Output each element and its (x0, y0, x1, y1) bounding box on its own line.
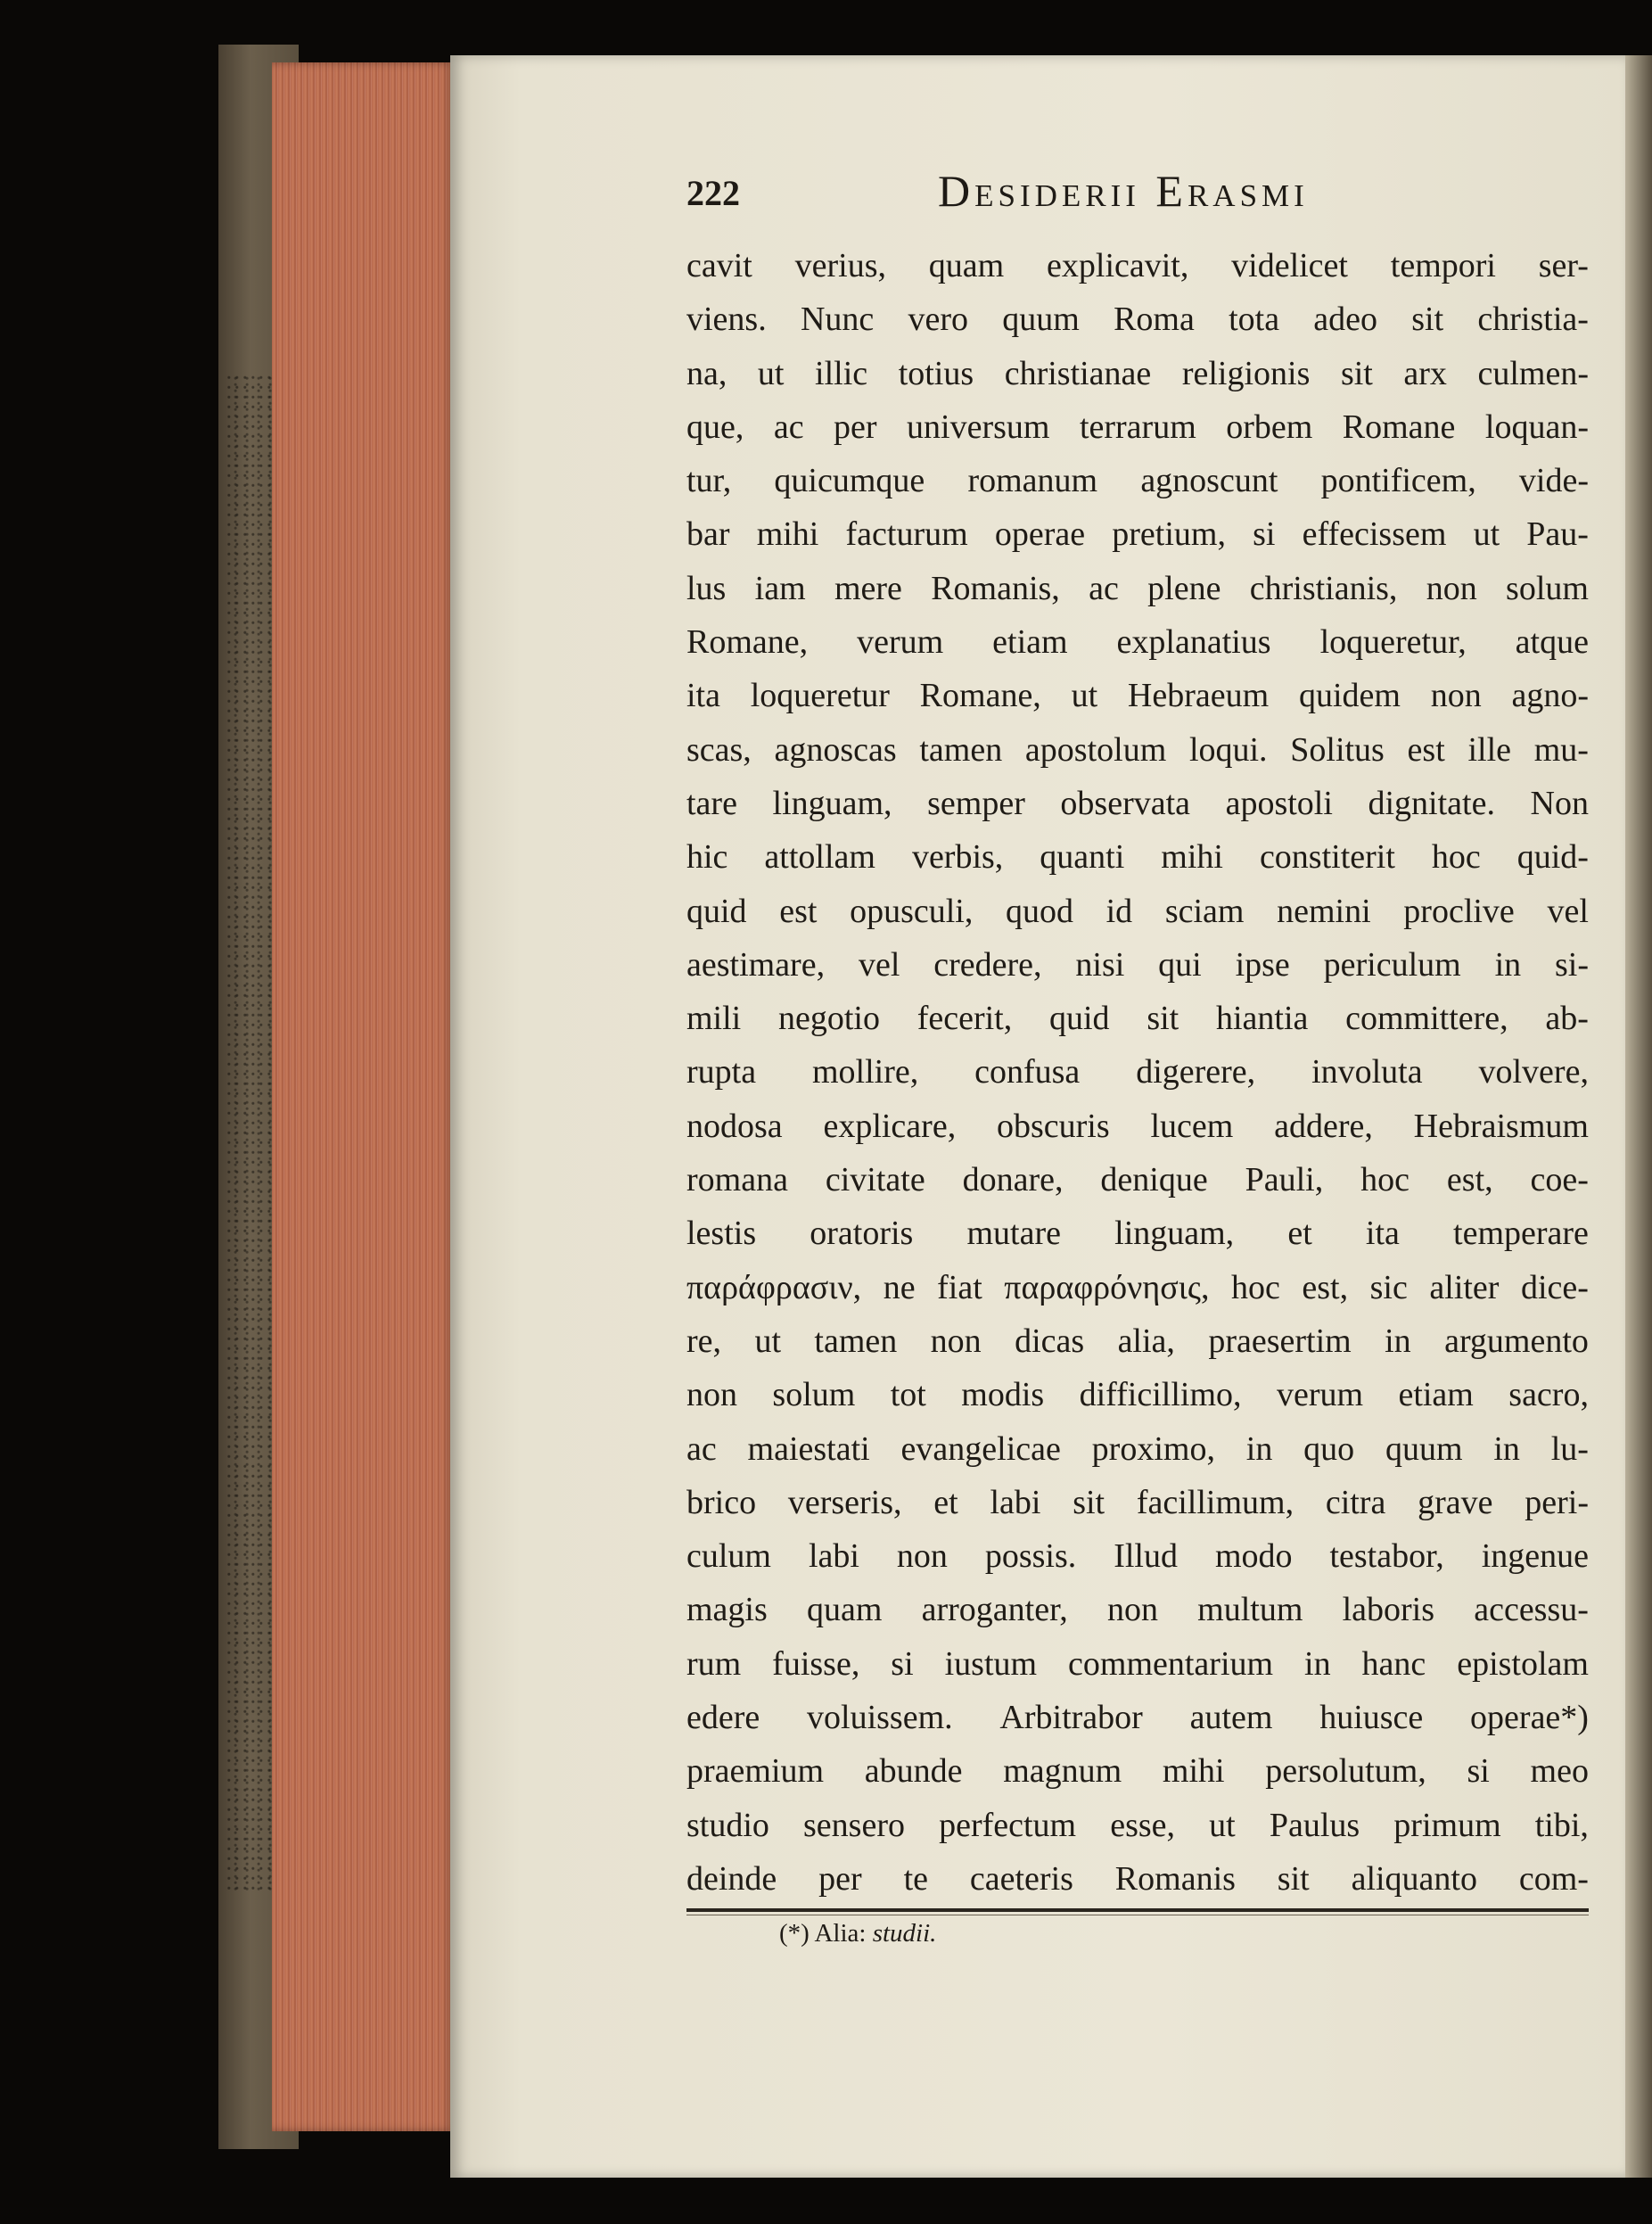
text-line (686, 1583, 1589, 1636)
word: in (1493, 1429, 1520, 1468)
text-line (686, 1637, 1589, 1691)
word: huiusce (1319, 1699, 1424, 1737)
footnote (779, 1919, 936, 1948)
word: addere, (1274, 1107, 1373, 1145)
word: studio (686, 1806, 769, 1844)
word: ille (1467, 730, 1511, 769)
word: ab- (1545, 1000, 1589, 1038)
word: quum (1002, 301, 1080, 339)
text-line (686, 1799, 1589, 1852)
text-line (686, 938, 1589, 992)
word: esse, (1110, 1806, 1176, 1844)
word: modo (1214, 1537, 1293, 1576)
word: praemium (686, 1752, 825, 1791)
text-line (686, 1476, 1589, 1529)
word: Romanis, (931, 569, 1060, 607)
word: id (1105, 892, 1133, 930)
word: oratoris (810, 1215, 914, 1253)
word: Pauli, (1245, 1161, 1324, 1199)
word: hoc (1360, 1161, 1410, 1199)
word: ut (754, 1322, 781, 1360)
text-line (686, 830, 1589, 884)
word: semper (927, 784, 1025, 822)
word: in (1245, 1429, 1273, 1468)
word: autem (1189, 1699, 1273, 1737)
word: que, (686, 408, 744, 446)
word: digerere, (1136, 1053, 1256, 1091)
text-line (686, 1314, 1589, 1368)
word: Paulus (1269, 1806, 1360, 1844)
word: dicas (1015, 1322, 1085, 1360)
word: praesertim (1208, 1322, 1352, 1360)
word: sic (1369, 1268, 1408, 1306)
word: lucem (1150, 1107, 1234, 1145)
word: Romane, (919, 677, 1041, 715)
word: etiam (992, 623, 1068, 662)
word: cavit (686, 247, 752, 284)
page-block-edges (272, 62, 455, 2131)
word: non (1106, 1591, 1158, 1629)
word: ita (686, 677, 720, 715)
word: mutare (966, 1215, 1061, 1253)
word: iustum (944, 1644, 1038, 1683)
text-line (686, 400, 1589, 454)
word: hoc (1431, 838, 1481, 877)
word: ipse (1235, 945, 1290, 984)
word: committere, (1345, 1000, 1508, 1038)
word: tamen (919, 730, 1003, 769)
word: civitate (825, 1161, 925, 1199)
word: scas, (686, 730, 752, 769)
word: non (1430, 677, 1482, 715)
word: in (1304, 1644, 1331, 1683)
word: Romanis (1114, 1859, 1236, 1898)
word: re, (686, 1322, 722, 1360)
word: verius, (794, 247, 887, 284)
word: aestimare, (686, 945, 826, 984)
word: tibi, (1534, 1806, 1589, 1844)
text-line (686, 1852, 1589, 1906)
footnote-text: studii. (872, 1919, 937, 1948)
word: et (1287, 1215, 1312, 1253)
text-line (686, 1368, 1589, 1421)
word: mihi (756, 515, 819, 554)
word: Roma (1114, 301, 1195, 339)
text-line (686, 885, 1589, 938)
text-line (686, 507, 1589, 561)
word: linguam, (772, 784, 892, 822)
word: operae (994, 515, 1086, 554)
word: confusa (974, 1053, 1081, 1091)
word: denique (1100, 1161, 1208, 1199)
word: qui (1158, 945, 1202, 984)
text-line (686, 1691, 1589, 1744)
word: effecissem (1302, 515, 1447, 554)
word: argumento (1444, 1322, 1589, 1360)
word: vel (1547, 892, 1589, 930)
word: te (903, 1859, 929, 1898)
word: donare, (962, 1161, 1064, 1199)
word: ac (686, 1429, 717, 1468)
word: culmen- (1477, 354, 1589, 392)
word: quam (806, 1591, 883, 1629)
word: ut (757, 354, 785, 392)
word: facillimum, (1136, 1483, 1294, 1521)
word: agnoscas (774, 730, 897, 769)
word: obscuris (996, 1107, 1110, 1145)
word: est (779, 892, 818, 930)
word: quid (686, 892, 747, 930)
word: fiat (937, 1268, 982, 1306)
word: tur, (686, 462, 732, 500)
word: quam (928, 247, 1005, 284)
text-line (686, 1422, 1589, 1476)
word: non (686, 1376, 737, 1414)
word: per (818, 1859, 862, 1898)
word: si- (1555, 945, 1589, 984)
word: dice- (1520, 1268, 1589, 1306)
word: apostoli (1225, 784, 1333, 822)
word: tempori (1390, 247, 1496, 284)
page-number: 222 (686, 173, 740, 213)
word: viens. (686, 301, 767, 339)
word: constiterit (1259, 838, 1395, 877)
word: quum (1385, 1429, 1463, 1468)
word: romana (686, 1161, 788, 1199)
word: est, (1446, 1161, 1493, 1199)
word: non (930, 1322, 982, 1360)
word: attollam (764, 838, 875, 877)
word: christianis, (1249, 569, 1398, 607)
word: adeo (1313, 301, 1378, 339)
word: deinde (686, 1859, 777, 1898)
word: hanc (1361, 1644, 1426, 1683)
text-line (686, 292, 1589, 346)
text-line (686, 562, 1589, 615)
word: non (896, 1537, 948, 1576)
word: aliter (1429, 1268, 1500, 1306)
word: explanatius (1116, 623, 1271, 662)
word: sensero (803, 1806, 905, 1844)
word: primum (1393, 1806, 1501, 1844)
word: nodosa (686, 1107, 783, 1145)
word: est (1407, 730, 1445, 769)
word: mere (834, 569, 902, 607)
word: mu- (1533, 730, 1589, 769)
text-line (686, 1207, 1589, 1260)
word: sit (1147, 1000, 1179, 1038)
word: solum (772, 1376, 856, 1414)
word: tamen (814, 1322, 898, 1360)
word: sit (1073, 1483, 1105, 1521)
footnote-rule (686, 1908, 1589, 1912)
word: religionis (1181, 354, 1311, 392)
word: voluissem. (807, 1699, 953, 1737)
word: brico (686, 1483, 757, 1521)
word: ac (1089, 569, 1119, 607)
word: magnum (1003, 1752, 1122, 1791)
word: hiantia (1215, 1000, 1309, 1038)
word: loqueretur, (1319, 623, 1467, 662)
word: sciam (1164, 892, 1245, 930)
word: quanti (1040, 838, 1125, 877)
text-line (686, 1261, 1589, 1314)
text-line (686, 1529, 1589, 1583)
word: commentarium (1068, 1644, 1274, 1683)
word: vero (908, 301, 969, 339)
text-line (686, 239, 1589, 292)
word: non (1426, 569, 1477, 607)
word: mili (686, 1000, 742, 1038)
word: verum (857, 623, 944, 662)
word: modis (961, 1376, 1045, 1414)
word: orbem (1226, 408, 1313, 446)
word: culum (686, 1537, 771, 1576)
word: Romane (1342, 408, 1456, 446)
word: alia, (1117, 1322, 1175, 1360)
word: terrarum (1079, 408, 1196, 446)
word: quo (1303, 1429, 1355, 1468)
word: christianae (1004, 354, 1152, 392)
footnote-marker: (*) Alia: (779, 1919, 867, 1948)
word: Hebraismum (1413, 1107, 1589, 1145)
word: per (834, 408, 877, 446)
word: facturum (845, 515, 968, 554)
word: labi (808, 1537, 859, 1576)
word: multum (1197, 1591, 1303, 1629)
word: hic (686, 838, 728, 877)
word: loqui. (1188, 730, 1268, 769)
word: arroganter, (921, 1591, 1068, 1629)
word: totius (898, 354, 974, 392)
word: maiestati (747, 1429, 870, 1468)
word: loqueretur (750, 677, 890, 715)
word: quid- (1516, 838, 1589, 877)
word: bar (686, 515, 730, 554)
word: linguam, (1114, 1215, 1235, 1253)
word: ut (1071, 677, 1098, 715)
word: παραφρόνησις, (1004, 1268, 1210, 1306)
word: vide- (1518, 462, 1589, 500)
word: quid (1049, 1000, 1110, 1038)
text-line (686, 777, 1589, 830)
word: si (1253, 515, 1276, 554)
word: citra (1325, 1483, 1386, 1521)
word: quod (1005, 892, 1073, 930)
word: ut (1209, 1806, 1236, 1844)
word: ac (773, 408, 804, 446)
word: sit (1277, 1859, 1310, 1898)
word: grave (1418, 1483, 1493, 1521)
word: pretium, (1112, 515, 1226, 554)
word: mihi (1161, 838, 1223, 877)
word: temperare (1453, 1215, 1589, 1253)
word: Hebraeum (1127, 677, 1270, 715)
word: rupta (686, 1053, 757, 1091)
text-line (686, 992, 1589, 1045)
word: mollire, (811, 1053, 919, 1091)
word: ser- (1538, 247, 1589, 284)
word: quidem (1298, 677, 1401, 715)
word: sit (1411, 301, 1444, 339)
word: fuisse, (772, 1644, 860, 1683)
word: proclive (1403, 892, 1515, 930)
word: in (1494, 945, 1522, 984)
word: Nunc (800, 301, 875, 339)
word: explicavit, (1047, 247, 1189, 284)
word: pontificem, (1320, 462, 1476, 500)
word: plene (1147, 569, 1221, 607)
word: testabor, (1329, 1537, 1444, 1576)
word: et (933, 1483, 958, 1521)
word: in (1385, 1322, 1411, 1360)
word: arx (1403, 354, 1447, 392)
word: verbis, (911, 838, 1004, 877)
word: tare (686, 784, 737, 822)
page-header (686, 165, 1578, 227)
word: edere (686, 1699, 760, 1737)
word: lu- (1550, 1429, 1589, 1468)
word: vel (858, 945, 900, 984)
word: epistolam (1457, 1644, 1589, 1683)
word: Solitus (1290, 730, 1385, 769)
word: laboris (1342, 1591, 1435, 1629)
word: sacro, (1508, 1376, 1589, 1414)
word: Romane, (686, 623, 809, 662)
word: apostolum (1024, 730, 1167, 769)
word: explicare, (823, 1107, 957, 1145)
word: persolutum, (1265, 1752, 1426, 1791)
word: magis (686, 1591, 768, 1629)
word: nemini (1277, 892, 1371, 930)
word: tot (890, 1376, 926, 1414)
word: coe- (1530, 1161, 1589, 1199)
text-line (686, 615, 1589, 669)
word: nisi (1075, 945, 1125, 984)
word: negotio (777, 1000, 880, 1038)
word: labi (990, 1483, 1041, 1521)
word: tota (1229, 301, 1280, 339)
word: Pau- (1526, 515, 1589, 554)
word: Illud (1114, 1537, 1178, 1576)
word: si (1467, 1752, 1490, 1791)
word: rum (686, 1644, 742, 1683)
word: dignitate. (1368, 784, 1495, 822)
word: credere, (933, 945, 1042, 984)
word: evangelicae (900, 1429, 1061, 1468)
word: iam (754, 569, 806, 607)
word: verseris, (787, 1483, 902, 1521)
word: christia- (1477, 301, 1589, 339)
word: aliquanto (1351, 1859, 1477, 1898)
running-head: Desiderii Erasmi (938, 166, 1309, 216)
text-line (686, 1045, 1589, 1099)
word: παράφρασιν, (686, 1268, 862, 1306)
word: hoc (1230, 1268, 1280, 1306)
word: volvere, (1478, 1053, 1589, 1091)
word: peri- (1525, 1483, 1589, 1521)
word: romanum (967, 462, 1098, 500)
text-line (686, 454, 1589, 507)
word: possis. (984, 1537, 1077, 1576)
text-line (686, 723, 1589, 777)
word: illic (815, 354, 868, 392)
word: videlicet (1231, 247, 1348, 284)
text-line (686, 1744, 1589, 1798)
word: verum (1276, 1376, 1364, 1414)
word: periculum (1323, 945, 1461, 984)
word: universum (907, 408, 1050, 446)
word: lestis (686, 1215, 757, 1253)
word: lus (686, 569, 727, 607)
word: Arbitrabor (999, 1699, 1143, 1737)
text-line (686, 1100, 1589, 1153)
text-line (686, 347, 1589, 400)
word: fecerit, (916, 1000, 1013, 1038)
word: abunde (864, 1752, 963, 1791)
word: difficillimo, (1079, 1376, 1242, 1414)
text-line (686, 1153, 1589, 1207)
word: est, (1302, 1268, 1349, 1306)
word: accessu- (1474, 1591, 1589, 1629)
word: ne (883, 1268, 916, 1306)
word: agno- (1511, 677, 1589, 715)
word: quicumque (774, 462, 925, 500)
word: caeteris (969, 1859, 1073, 1898)
word: perfectum (939, 1806, 1077, 1844)
word: etiam (1398, 1376, 1474, 1414)
word: meo (1530, 1752, 1589, 1791)
text-line (686, 669, 1589, 722)
word: atque (1515, 623, 1589, 662)
word: agnoscunt (1140, 462, 1278, 500)
word: si (891, 1644, 914, 1683)
body-text (686, 239, 1589, 1906)
word: ut (1473, 515, 1500, 554)
word: na, (686, 354, 727, 392)
word: observata (1060, 784, 1191, 822)
word: proximo, (1091, 1429, 1215, 1468)
word: solum (1506, 569, 1589, 607)
word: com- (1518, 1859, 1589, 1898)
word: ingenue (1481, 1537, 1589, 1576)
word: sit (1340, 354, 1373, 392)
word: Non (1530, 784, 1589, 822)
word: operae*) (1470, 1699, 1589, 1737)
word: involuta (1311, 1053, 1423, 1091)
page-gutter-shadow (1625, 55, 1652, 2178)
word: loquan- (1484, 408, 1589, 446)
word: mihi (1162, 1752, 1225, 1791)
word: opusculi, (850, 892, 974, 930)
word: ita (1365, 1215, 1400, 1253)
